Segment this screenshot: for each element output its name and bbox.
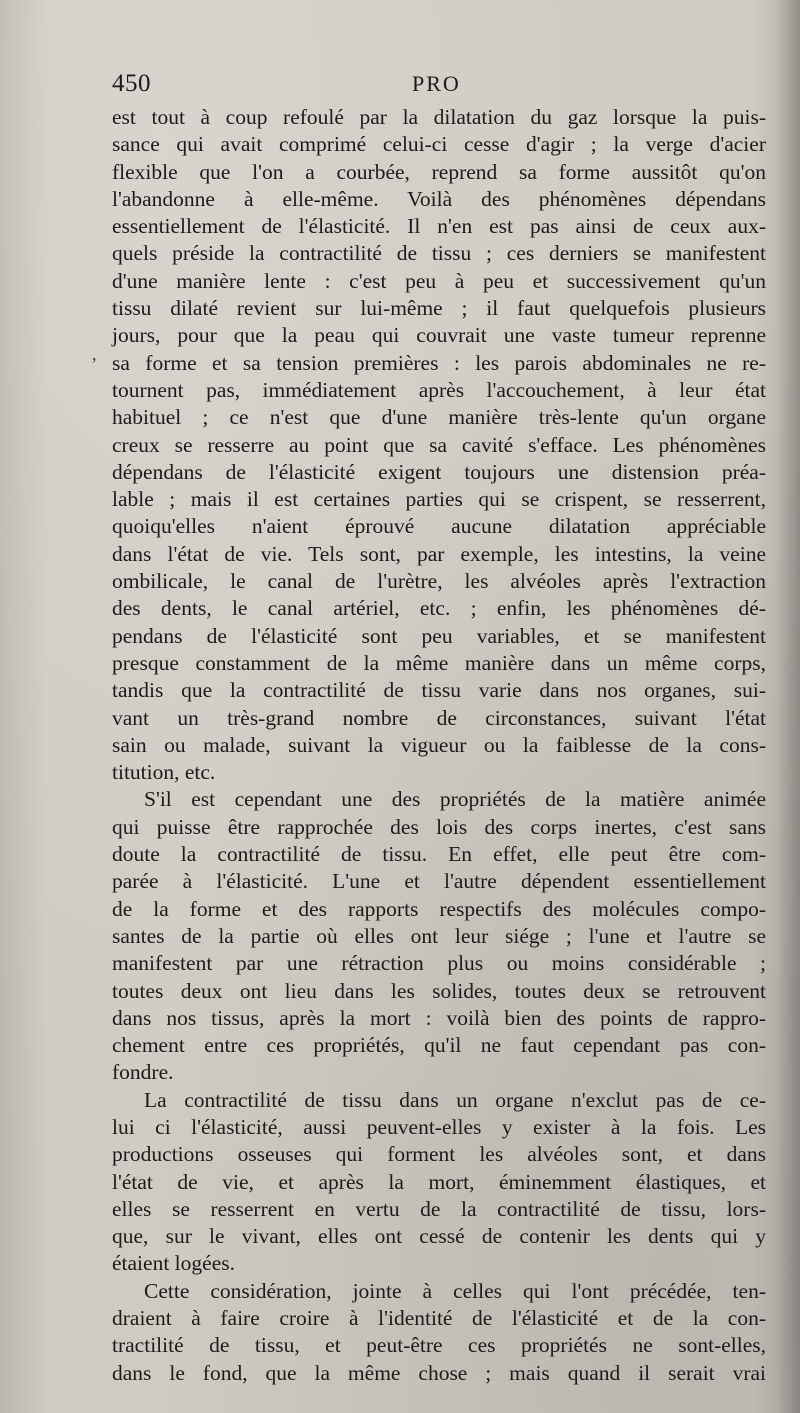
page-number: 450	[112, 70, 151, 97]
text-line: pendans de l'élasticité sont peu variables, et se manifestent	[112, 623, 766, 648]
page-header	[112, 70, 760, 106]
text-line: dans nos tissus, après la mort : voilà bien des points de rappro-	[112, 1005, 766, 1030]
text-line: d'une manière lente : c'est peu à peu et successivement qu'un	[112, 268, 766, 293]
body-text	[112, 104, 766, 1387]
text-line: manifestent par une rétraction plus ou moins considérable ;	[112, 951, 766, 976]
text-line: parée à l'élasticité. L'une et l'autre dépendent essentiellement	[112, 869, 766, 894]
text-line: dans l'état de vie. Tels sont, par exemple, les intestins, la veine	[112, 541, 766, 566]
text-line: creux se resserre au point que sa cavité s'efface. Les phénomènes	[112, 432, 766, 457]
margin-mark: ,	[92, 344, 97, 364]
text-line: l'abandonne à elle-même. Voilà des phénomènes dépendans	[112, 186, 766, 211]
text-line: chement entre ces propriétés, qu'il ne faut cependant pas con-	[112, 1033, 766, 1058]
text-line: l'état de vie, et après la mort, éminemment élastiques, et	[112, 1169, 766, 1194]
text-line: toutes deux ont lieu dans les solides, toutes deux se retrouvent	[112, 978, 766, 1003]
text-line: lable ; mais il est certaines parties qui se crispent, se resserrent,	[112, 487, 766, 512]
running-head: PRO	[412, 71, 461, 96]
text-line: dans le fond, que la même chose ; mais quand il serait vrai	[112, 1360, 766, 1385]
text-line: sance qui avait comprimé celui-ci cesse d'agir ; la verge d'acier	[112, 132, 766, 157]
text-line: sain ou malade, suivant la vigueur ou la faiblesse de la cons-	[112, 732, 766, 757]
text-line: santes de la partie où elles ont leur siége ; l'une et l'autre se	[112, 923, 766, 948]
paragraph-first-line: La contractilité de tissu dans un organe n'exclut pas de ce-	[144, 1087, 766, 1112]
text-line: flexible que l'on a courbée, reprend sa forme aussitôt qu'on	[112, 159, 766, 184]
text-line: habituel ; ce n'est que d'une manière très-lente qu'un organe	[112, 405, 766, 430]
text-line: sa forme et sa tension premières : les parois abdominales ne re-	[112, 350, 766, 375]
text-line: draient à faire croire à l'identité de l'élasticité et de la con-	[112, 1306, 766, 1331]
paragraph-end-line: étaient logées.	[112, 1251, 235, 1276]
text-line: quels préside la contractilité de tissu ; ces derniers se manifestent	[112, 241, 766, 266]
text-line: est tout à coup refoulé par la dilatation du gaz lorsque la puis-	[112, 105, 766, 129]
text-line: ombilicale, le canal de l'urètre, les alvéoles après l'extraction	[112, 569, 766, 594]
text-line: elles se resserrent en vertu de la contractilité de tissu, lors-	[112, 1196, 766, 1221]
paragraph-end-line: titution, etc.	[112, 760, 216, 785]
text-line: essentiellement de l'élasticité. Il n'en est pas ainsi de ceux aux-	[112, 214, 766, 239]
paragraph-first-line: S'il est cependant une des propriétés de la matière animée	[144, 787, 766, 812]
text-line: que, sur le vivant, elles ont cessé de contenir les dents qui y	[112, 1224, 766, 1249]
text-line: dépendans de l'élasticité exigent toujours une distension préa-	[112, 459, 766, 484]
text-line: tractilité de tissu, et peut-être ces propriétés ne sont-elles,	[112, 1333, 766, 1358]
text-line: de la forme et des rapports respectifs des molécules compo-	[112, 896, 766, 921]
text-line: qui puisse être rapprochée des lois des corps inertes, c'est sans	[112, 814, 766, 839]
text-line: productions osseuses qui forment les alvéoles sont, et dans	[112, 1142, 766, 1167]
text-line: lui ci l'élasticité, aussi peuvent-elles y exister à la fois. Les	[112, 1114, 766, 1139]
paragraph-end-line: fondre.	[112, 1060, 174, 1085]
text-line: tournent pas, immédiatement après l'accouchement, à leur état	[112, 377, 766, 402]
text-line: vant un très-grand nombre de circonstances, suivant l'état	[112, 705, 766, 730]
text-line: doute la contractilité de tissu. En effet, elle peut être com-	[112, 842, 766, 867]
page-edge-shadow	[776, 0, 800, 1413]
text-line: jours, pour que la peau qui couvrait une vaste tumeur reprenne	[112, 323, 766, 348]
text-line: presque constamment de la même manière dans un même corps,	[112, 650, 766, 675]
text-line: quoiqu'elles n'aient éprouvé aucune dilatation appréciable	[112, 514, 766, 539]
text-line: tandis que la contractilité de tissu varie dans nos organes, sui-	[112, 678, 766, 703]
text-line: des dents, le canal artériel, etc. ; enfin, les phénomènes dé-	[112, 596, 766, 621]
text-line: tissu dilaté revient sur lui-même ; il faut quelquefois plusieurs	[112, 296, 766, 321]
paragraph-first-line: Cette considération, jointe à celles qui l'ont précédée, ten-	[144, 1278, 766, 1303]
